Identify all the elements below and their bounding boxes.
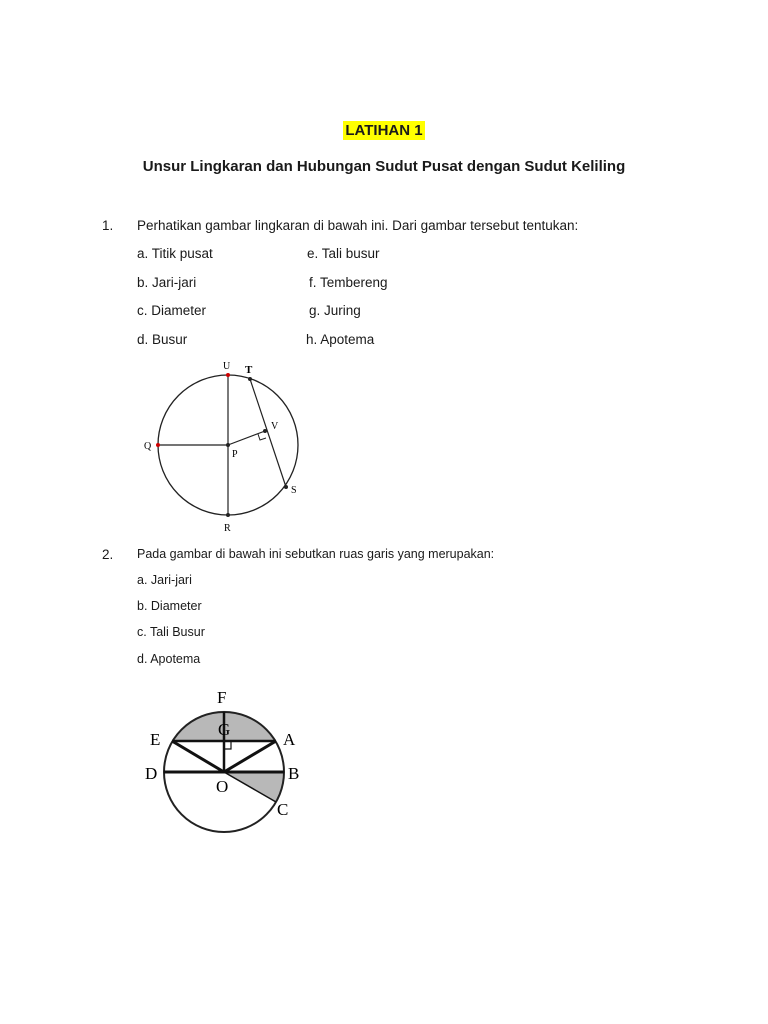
label-O: O	[216, 777, 229, 796]
label-S: S	[291, 485, 297, 496]
radius-OE	[172, 741, 224, 772]
point-U	[226, 373, 230, 377]
q2-option-b: b. Diameter	[137, 599, 202, 613]
q1-option-h: h. Apotema	[306, 332, 375, 347]
q1-option-b: b. Jari-jari	[137, 275, 197, 290]
label-R: R	[224, 523, 231, 534]
right-angle-mark	[258, 434, 266, 440]
label-U: U	[223, 361, 231, 372]
label-C: C	[277, 800, 289, 819]
question-2-text: Pada gambar di bawah ini sebutkan ruas garis yang merupakan:	[137, 547, 495, 561]
label-P: P	[232, 449, 238, 460]
question-2-number: 2.	[102, 547, 114, 562]
q1-option-f: f. Tembereng	[309, 275, 388, 290]
label-G: G	[218, 720, 231, 739]
radius-OA	[224, 741, 276, 772]
question-1-number: 1.	[102, 218, 114, 233]
label-E: E	[150, 730, 161, 749]
q1-option-e: e. Tali busur	[307, 246, 380, 261]
point-Q	[156, 443, 160, 447]
point-S	[284, 485, 288, 489]
point-R	[226, 513, 230, 517]
page-subtitle: Unsur Lingkaran dan Hubungan Sudut Pusat dengan Sudut Keliling	[142, 158, 626, 175]
circle-figure-2	[140, 682, 315, 842]
title-highlight: LATIHAN 1	[345, 122, 423, 139]
question-1-text: Perhatikan gambar lingkaran di bawah ini. Dari gambar tersebut tentukan:	[137, 218, 579, 233]
circle-figure-1	[138, 355, 318, 540]
q1-option-c: c. Diameter	[137, 303, 207, 318]
q2-option-a: a. Jari-jari	[137, 573, 192, 587]
page-title	[0, 122, 768, 139]
label-D: D	[145, 764, 158, 783]
q1-option-a: a. Titik pusat	[137, 246, 213, 261]
point-V	[263, 429, 267, 433]
label-V: V	[271, 421, 279, 432]
label-Q: Q	[144, 441, 152, 452]
label-F: F	[217, 688, 227, 707]
label-T: T	[245, 364, 253, 376]
chord-TS	[250, 379, 286, 487]
q2-option-d: d. Apotema	[137, 652, 201, 666]
label-B: B	[288, 764, 300, 783]
q2-option-c: c. Tali Busur	[137, 625, 205, 639]
q1-option-g: g. Juring	[309, 303, 361, 318]
label-A: A	[283, 730, 296, 749]
point-P	[226, 443, 230, 447]
q1-option-d: d. Busur	[137, 332, 188, 347]
point-T	[248, 377, 252, 381]
